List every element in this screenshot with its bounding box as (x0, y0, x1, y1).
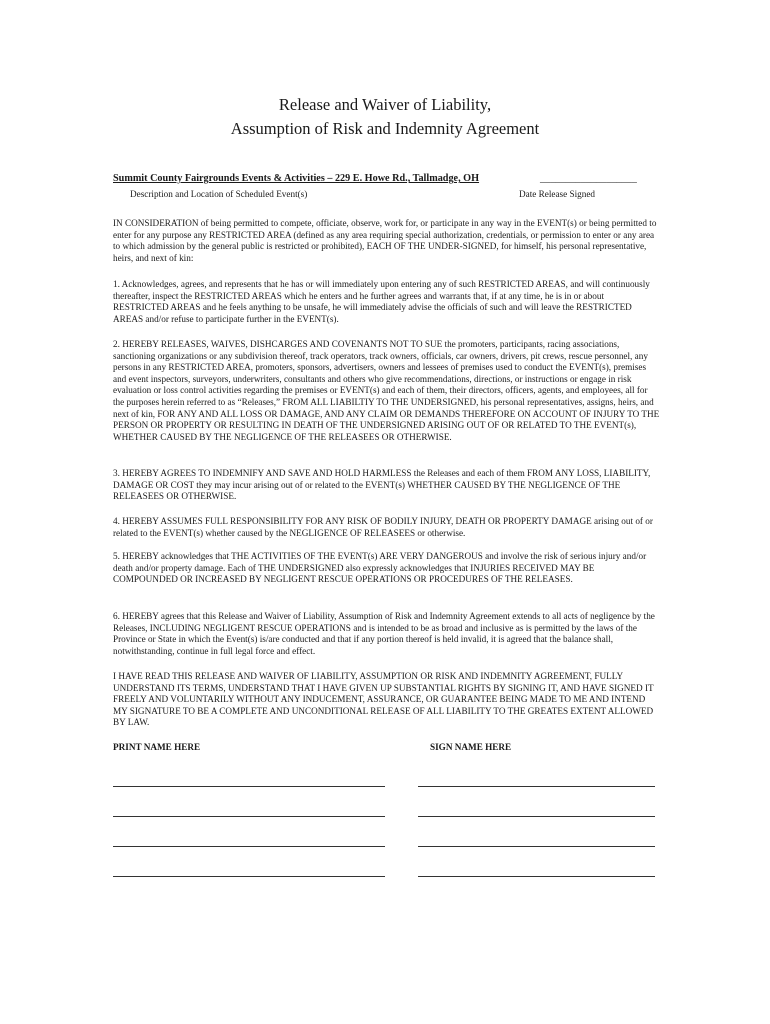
sign-name-label: SIGN NAME HERE (430, 742, 512, 752)
print-name-label: PRINT NAME HERE (113, 742, 201, 752)
document-title (0, 93, 770, 141)
sign-name-line[interactable] (418, 816, 655, 817)
sign-name-line[interactable] (418, 846, 655, 847)
clause-5: 5. HEREBY acknowledges that THE ACTIVITIES OF THE EVENT(s) ARE VERY DANGEROUS and involve the risk of serious injury and/or death and/or property damage. Each of THE UNDERSIGNED also expressly acknowledges that INJURIES RECEIVED MAY BE COMPOUNDED OR INCREASED BY NEGLIGENT RESCUE OPERATIONS OR PROCEDURES OF THE RELEASES. (113, 551, 647, 585)
event-caption: Description and Location of Scheduled Event(s) (130, 189, 308, 199)
date-caption: Date Release Signed (519, 189, 596, 199)
clause-6: 6. HEREBY agrees that this Release and Waiver of Liability, Assumption of Risk and Indemnity Agreement extends to all acts of negligence by the Releases, INCLUDING NEGLIGENT RESCUE OPERATIONS and is intended to be as broad and inclusive as is permitted by the laws of the Province or State in which the Event(s) is/are conducted and that if any portion thereof is held invalid, it is agreed that the balance shall, notwithstanding, continue in full legal force and effect. (113, 611, 655, 656)
print-name-line[interactable] (113, 846, 385, 847)
print-name-line[interactable] (113, 816, 385, 817)
sign-name-line[interactable] (418, 876, 655, 877)
clause-3: 3. HEREBY AGREES TO INDEMNIFY AND SAVE AND HOLD HARMLESS the Releases and each of them FROM ANY LOSS, LIABILITY, DAMAGE OR COST they may incur arising out of or related to the EVENT(s) WHETHER CAUSED BY THE NEGLIGENCE OF THE RELEASEES OR OTHERWISE. (113, 468, 651, 502)
sign-name-line[interactable] (418, 786, 655, 787)
title-line-1: Release and Waiver of Liability, (278, 95, 492, 114)
event-location: Summit County Fairgrounds Events & Activities – 229 E. Howe Rd., Tallmadge, OH (113, 173, 480, 184)
print-name-line[interactable] (113, 876, 385, 877)
clause-4: 4. HEREBY ASSUMES FULL RESPONSIBILITY FOR ANY RISK OF BODILY INJURY, DEATH OR PROPERTY DAMAGE arising out of or related to the EVENT(s) whether caused by the NEGLIGENCE OF RELEASEES or otherwise. (113, 516, 653, 538)
print-name-line[interactable] (113, 786, 385, 787)
clause-1: 1. Acknowledges, agrees, and represents that he has or will immediately upon entering any of such RESTRICTED AREAS, and will continuously thereafter, inspect the RESTRICTED AREAS which he enters and he further agrees and warrants that, if at any time, he is in or about RESTRICTED AREAS and he feels anything to be unsafe, he will immediately advise the officials of such and will leave the RESTRICTED AREAS and/or refuse to participate further in the EVENT(s). (113, 279, 650, 324)
clause-2: 2. HEREBY RELEASES, WAIVES, DISHCARGES AND COVENANTS NOT TO SUE the promoters, participants, racing associations, sanctioning organizations or any subdivision thereof, track operators, track owners, officials, car owners, drivers, pit crews, rescue personnel, any persons in any RESTRICTED AREA, promoters, sponsors, advertisers, owners and lessees of premises used to conduct the EVENT(s), premises and event inspectors, surveyors, underwriters, consultants and others who give recommendations, directions, or instructions or engage in risk evaluation or loss control activities regarding the premises or EVENT(s) and each of them, their directors, officers, agents, and employees, all for the purposes herein referred to as “Releases,” FROM ALL LIABILTIY TO THE UNDERSIGNED, his personal representatives, assigns, heirs, and next of kin, FOR ANY AND ALL LOSS OR DAMAGE, AND ANY CLAIM OR DEMANDS THEREFORE ON ACCOUNT OF INJURY TO THE PERSON OR PROPERTY OR RESULTING IN DEATH OF THE UNDERSIGNED ARISING OUT OF OR RELATED TO THE EVENT(s), WHETHER CAUSED BY THE NEGLIGENCE OF THE RELEASEES OR OTHERWISE. (113, 339, 660, 442)
title-line-2: Assumption of Risk and Indemnity Agreement (230, 119, 540, 138)
acknowledgement-paragraph: I HAVE READ THIS RELEASE AND WAIVER OF LIABILITY, ASSUMPTION OR RISK AND INDEMNITY AGREEMENT, FULLY UNDERSTAND ITS TERMS, UNDERSTAND THAT I HAVE GIVEN UP SUBSTANTIAL RIGHTS BY SIGNING IT, AND HAVE SIGNED IT FREELY AND VOLUNTARILY WITHOUT ANY INDUCEMENT, ASSURANCE, OR GUARANTEE BEING MADE TO ME AND INTEND MY SIGNATURE TO BE A COMPLETE AND UNCONDITIONAL RELEASE OF ALL LIABILITY TO THE GREATES EXTENT ALLOWED BY LAW. (113, 671, 654, 728)
date-signed-field[interactable]: ___________________ (540, 173, 637, 184)
intro-paragraph: IN CONSIDERATION of being permitted to compete, officiate, observe, work for, or participate in any way in the EVENT(s) or being permitted to enter for any purpose any RESTRICTED AREA (defined as any area requiring special authorization, credentials, or permission to enter or any area to which admission by the general public is restricted or prohibited), EACH OF THE UNDER-SIGNED, for himself, his personal representative, heirs, and next of kin: (113, 218, 657, 263)
